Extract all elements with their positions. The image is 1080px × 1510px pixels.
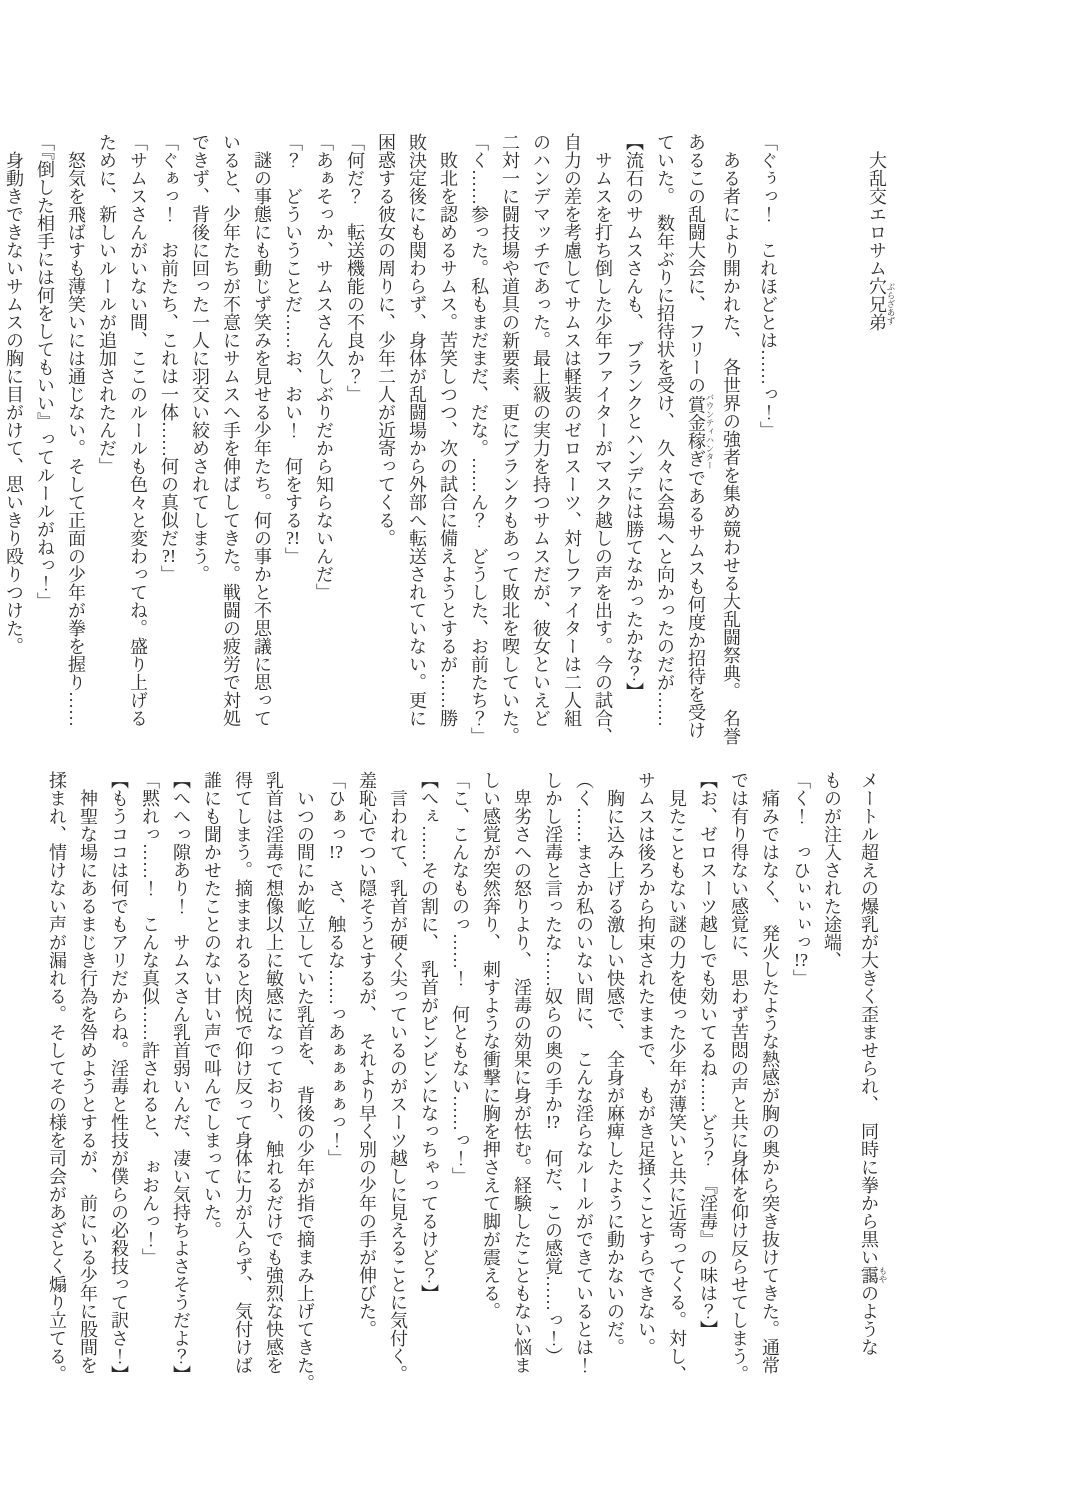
text-line: 【お、ゼロスーツ越しでも効いてるね……どう？ 『淫毒』の味は？】 bbox=[698, 771, 718, 1338]
text-line: 敗決定後にも関わらず、身体が乱闘場から外部へ転送されていない。更に bbox=[407, 133, 427, 727]
tate-chu-yoko: !? bbox=[329, 843, 343, 861]
text-line: 「黙れっ……！ こんな真似……許されると、 ぉおんっ！」 bbox=[140, 771, 160, 1266]
tate-chu-yoko: !? bbox=[794, 951, 808, 969]
text-line: 「ぐぅっ！ これほどとは……っ！」 bbox=[758, 133, 778, 439]
text-line: メートル超えの爆乳が大きく歪ませられ、 同時に拳から黒い靄 もやのような bbox=[859, 771, 888, 1356]
text-line: ある者により開かれた、 各世界の強者を集め競わせる大乱闘祭典。 名誉 bbox=[721, 133, 741, 745]
text-line: サムスを打ち倒した少年ファイターがマスク越しの声を出す。今の試合、 bbox=[593, 133, 613, 745]
text-line: のハンデマッチであった。最上級の実力を持つサムスだが、彼女といえど bbox=[531, 133, 551, 727]
text-line: 二対一に闘技場や道具の新要素、更にブランクもあって敗北を喫していた。 bbox=[500, 133, 520, 745]
text-line: 卑劣さへの怒りより、 淫毒の効果に身が怯む。経験したこともない悩ま bbox=[512, 771, 532, 1374]
text-line: いつの間にか屹立していた乳首を、 背後の少年が指で摘まみ上げてきた。 bbox=[295, 771, 315, 1392]
text-line: ていた。 数年ぶりに招待状を受け、 久々に会場へと向かったのだが…… bbox=[655, 133, 675, 727]
text-line: できず、背後に回った一人に羽交い絞めされてしまう。 bbox=[190, 133, 210, 583]
text-line: しい感覚が突然奔り、 刺すような衝撃に胸を押さえて脚が震える。 bbox=[481, 771, 501, 1320]
top-block-lines bbox=[0, 133, 783, 778]
text-line: 痛みではなく、 発火したような熱感が胸の奥から突き抜けてきた。通常 bbox=[760, 771, 780, 1374]
text-line: しかし淫毒と言ったな……奴らの奥の手か!? 何だ、この感覚……っ！） bbox=[543, 771, 563, 1365]
text-line: 身動きできないサムスの胸に目がけて、思いきり殴りつけた。 bbox=[4, 133, 24, 655]
text-line: 「こ、こんなものっ……！ 何ともない……っ！」 bbox=[450, 771, 470, 1185]
text-line: 羞恥心でつい隠そうとするが、 それより早く別の少年の手が伸びた。 bbox=[357, 771, 377, 1338]
text-line: 敗北を認めるサムス。苦笑しつつ、次の試合に備えようとするが……勝 bbox=[438, 133, 458, 727]
text-line: 自力の差を考慮してサムスは軽装のゼロスーツ、対しファイターは二人組 bbox=[562, 133, 582, 727]
bottom-text-block bbox=[0, 771, 950, 1431]
text-line: 「『倒した相手には何をしてもいい』ってルールがねっ！」 bbox=[35, 133, 55, 610]
text-line: 「く……参った。私もまだまだ、だな。……ん？ どうした、お前たち？」 bbox=[469, 133, 489, 745]
text-line: では有り得ない感覚に、思わず苦悶の声と共に身体を仰け反らせてしまう。 bbox=[729, 771, 749, 1383]
text-line: ために、新しいルールが追加されたんだ」 bbox=[97, 133, 117, 475]
text-line: 「ぐぁっ！ お前たち、これは一体……何の真似だ?!」 bbox=[159, 133, 179, 583]
text-line: 見たこともない謎の力を使った少年が薄笑いと共に近寄ってくる。対し、 bbox=[667, 771, 687, 1383]
text-line: いると、少年たちが不意にサムスへ手を伸ばしてきた。戦闘の疲労で対処 bbox=[221, 133, 241, 727]
text-line: 「あぁそっか、サムスさん久しぶりだから知らないんだ」 bbox=[314, 133, 334, 601]
text-line: 【もうココは何でもアリだからね。淫毒と性技が僕らの必殺技って訳さ！】 bbox=[109, 771, 129, 1383]
tate-chu-yoko: !? bbox=[546, 1113, 560, 1131]
text-line: 「何だ？ 転送機能の不良か？」 bbox=[345, 133, 365, 403]
text-line: 胸に込み上げる激しい快感で、 全身が麻痺したように動かないのだ。 bbox=[605, 771, 625, 1356]
bottom-block-lines bbox=[41, 771, 888, 1431]
text-line: 困惑する彼女の周りに、少年二人が近寄ってくる。 bbox=[376, 133, 396, 547]
text-line: 「サムスさんがいない間、ここのルールも色々と変わってね。盛り上げる bbox=[128, 133, 148, 727]
text-line: 【へぇ……その割に、 乳首がビンビンになっちゃってるけど？】 bbox=[419, 771, 439, 1302]
text-line: 言われて、乳首が硬く尖っているのがスーツ越しに見えることに気付く。 bbox=[388, 771, 408, 1383]
text-line: 得てしまう。摘ままれると肉悦で仰け反って身体に力が入らず、 気付けば bbox=[233, 771, 253, 1374]
text-line: 「く！ っひぃぃぃっ!?」 bbox=[791, 771, 811, 987]
tate-chu-yoko: ?! bbox=[162, 547, 176, 565]
tate-chu-yoko: ?! bbox=[286, 529, 300, 547]
text-line: 「ひぁっ!? さ、触るな……っあぁぁぁぁっ！」 bbox=[326, 771, 346, 1167]
text-line: 誰にも聞かせたことのない甘い声で叫んでしまっていた。 bbox=[202, 771, 222, 1239]
text-line: 神聖な場にあるまじき行為を咎めようとするが、 前にいる少年に股間を bbox=[78, 771, 98, 1374]
text-line: 【へへっ隙あり！ サムスさん乳首弱いんだ、凄い気持ちよさそうだよ？】 bbox=[171, 771, 191, 1383]
text-line: サムスは後ろから拘束されたままで、 もがき足掻くことすらできない。 bbox=[636, 771, 656, 1356]
text-line: 揉まれ、情けない声が漏れる。そしてその様を司会があざとく煽り立てる。 bbox=[47, 771, 67, 1383]
top-text-block bbox=[0, 133, 958, 778]
text-line: 謎の事態にも動じず笑みを見せる少年たち。何の事かと不思議に思って bbox=[252, 133, 272, 727]
text-line: 乳首は淫毒で想像以上に敏感になっており、 触れるだけでも強烈な快感を bbox=[264, 771, 284, 1374]
text-line: ものが注入された途端、 bbox=[822, 771, 842, 969]
text-line: （く……まさか私のいない間に、 こんな淫らなルールができているとは！ bbox=[574, 771, 594, 1374]
text-line: あるこの乱闘大会に、 フリーの賞金稼ぎ バウンティハンターであるサムスも何度か招待を受け bbox=[686, 133, 715, 740]
text-line: 「？ どういうことだ……お、おい！ 何をする?!」 bbox=[283, 133, 303, 565]
text-line: 怒気を飛ばすも薄笑いには通じない。そして正面の少年が拳を握り…… bbox=[66, 133, 86, 727]
text-line: 【流石のサムスさんも、 ブランクとハンデには勝てなかったかな？】 bbox=[624, 133, 644, 700]
page-title: 大乱交エロサム穴兄弟 ぶらざあず bbox=[867, 133, 896, 331]
